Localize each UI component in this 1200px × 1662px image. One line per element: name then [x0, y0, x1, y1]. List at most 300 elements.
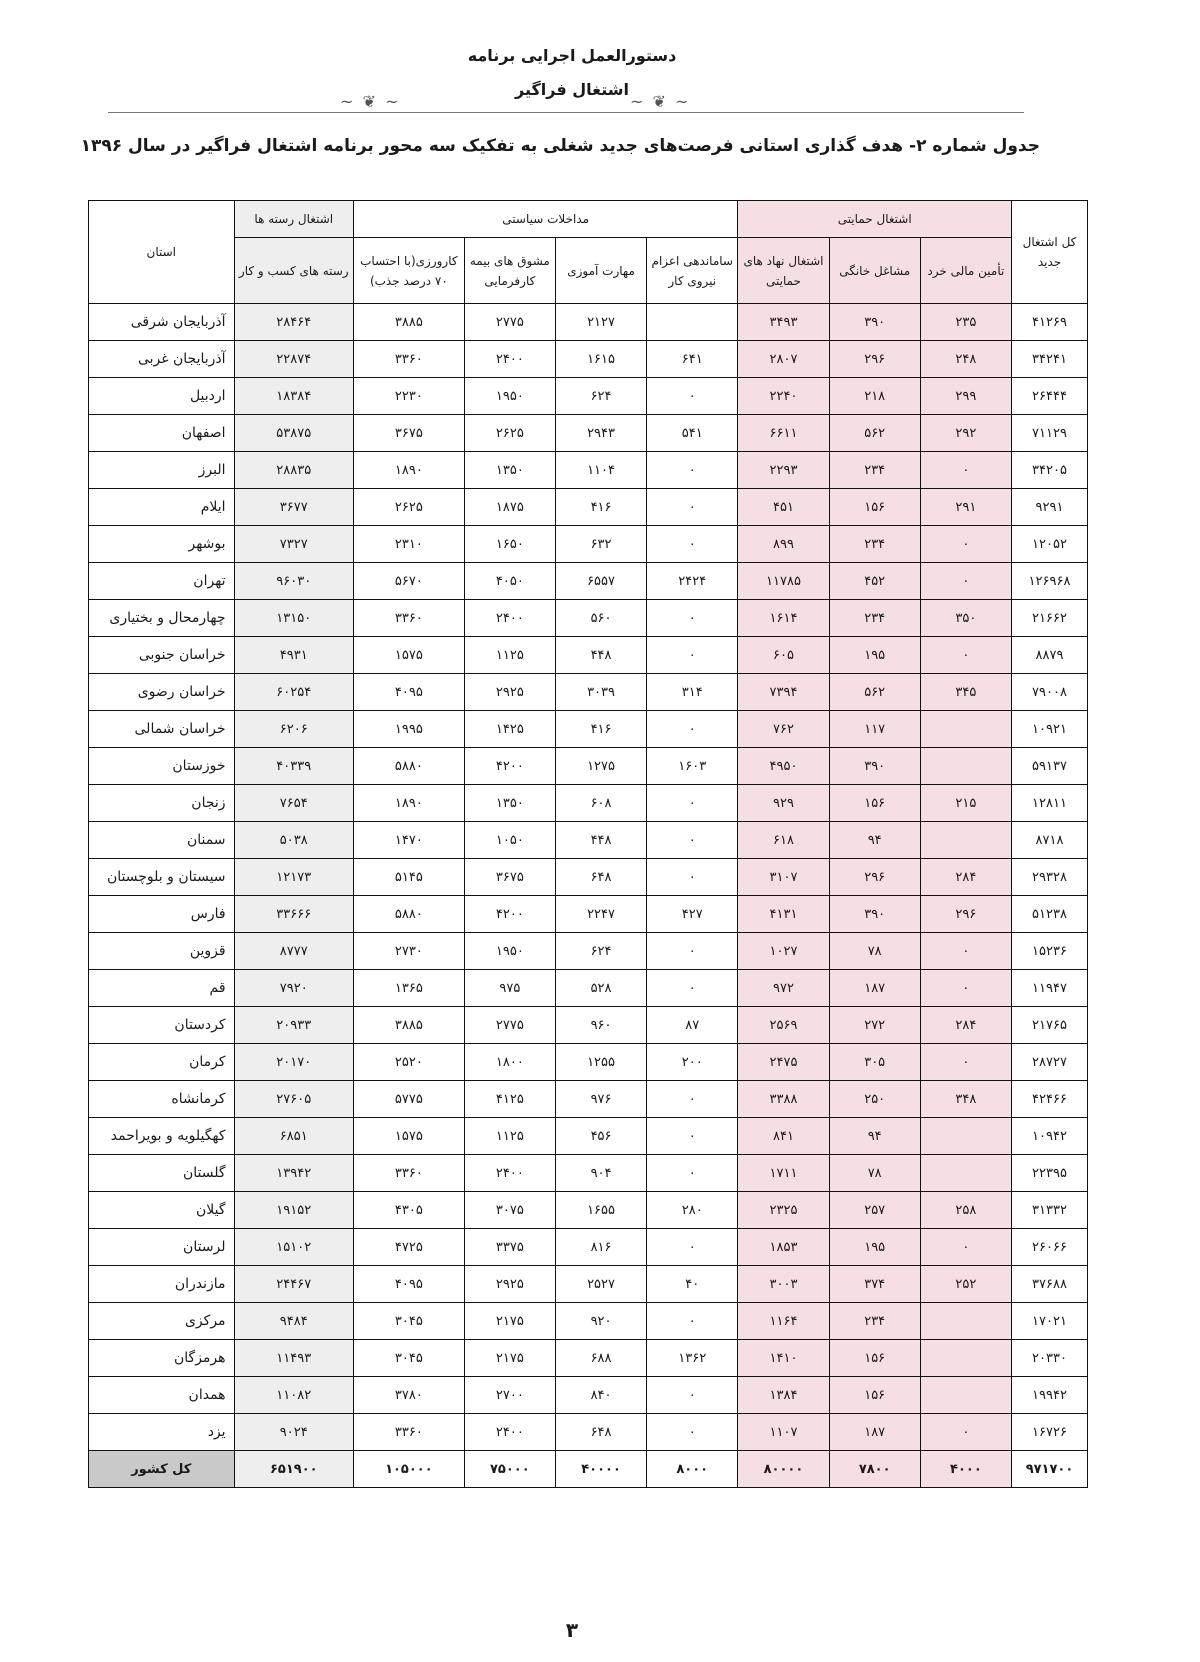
cell-sector: ۱۳۹۴۲ [234, 1155, 353, 1192]
cell-insurance: ۴۱۲۵ [464, 1081, 555, 1118]
cell-creative: ۲۳۴ [829, 452, 920, 489]
cell-skill: ۲۵۲۷ [555, 1266, 646, 1303]
cell-apprentice: ۳۳۶۰ [353, 341, 464, 378]
cell-support: ۱۱۶۴ [738, 1303, 829, 1340]
cell-insurance: ۲۴۰۰ [464, 1414, 555, 1451]
cell-dispatch: ۰ [647, 859, 738, 896]
cell-province: خراسان رضوی [89, 674, 235, 711]
cell-total: ۱۱۹۴۷ [1012, 970, 1088, 1007]
cell-micro: ۲۸۴ [920, 1007, 1011, 1044]
cell-sector: ۷۹۲۰ [234, 970, 353, 1007]
cell-support: ۱۱۰۷ [738, 1414, 829, 1451]
cell-insurance: ۲۷۷۵ [464, 304, 555, 341]
cell-province: مرکزی [89, 1303, 235, 1340]
cell-apprentice: ۲۲۳۰ [353, 378, 464, 415]
cell-sector: ۱۵۱۰۲ [234, 1229, 353, 1266]
cell-creative: ۲۱۸ [829, 378, 920, 415]
cell-sector: ۱۳۱۵۰ [234, 600, 353, 637]
cell-province: خراسان جنوبی [89, 637, 235, 674]
table-row [89, 1118, 1088, 1155]
cell-insurance: ۳۰۷۵ [464, 1192, 555, 1229]
header-group-row [89, 201, 1088, 238]
cell-creative: ۱۵۶ [829, 785, 920, 822]
table-row [89, 822, 1088, 859]
cell-skill: ۶۴۸ [555, 859, 646, 896]
cell-creative: ۹۴ [829, 1118, 920, 1155]
cell-micro: ۳۵۰ [920, 600, 1011, 637]
cell-apprentice: ۴۷۲۵ [353, 1229, 464, 1266]
cell-total: ۵۱۲۳۸ [1012, 896, 1088, 933]
total-cell-sector: ۶۵۱۹۰۰ [234, 1451, 353, 1488]
cell-creative: ۲۵۷ [829, 1192, 920, 1229]
cell-province: زنجان [89, 785, 235, 822]
cell-insurance: ۱۹۵۰ [464, 378, 555, 415]
table-row [89, 748, 1088, 785]
cell-skill: ۱۲۵۵ [555, 1044, 646, 1081]
cell-dispatch: ۰ [647, 452, 738, 489]
cell-dispatch: ۱۶۰۳ [647, 748, 738, 785]
table-row [89, 896, 1088, 933]
cell-micro: ۰ [920, 1414, 1011, 1451]
table-row [89, 637, 1088, 674]
cell-skill: ۲۲۴۷ [555, 896, 646, 933]
cell-creative: ۵۶۲ [829, 415, 920, 452]
total-cell-support: ۸۰۰۰۰ [738, 1451, 829, 1488]
cell-province: فارس [89, 896, 235, 933]
cell-sector: ۷۳۲۷ [234, 526, 353, 563]
cell-dispatch: ۲۰۰ [647, 1044, 738, 1081]
cell-total: ۳۷۶۸۸ [1012, 1266, 1088, 1303]
cell-support: ۲۴۷۵ [738, 1044, 829, 1081]
cell-support: ۳۰۰۳ [738, 1266, 829, 1303]
cell-sector: ۳۶۷۷ [234, 489, 353, 526]
cell-insurance: ۲۹۲۵ [464, 674, 555, 711]
cell-total: ۳۴۲۴۱ [1012, 341, 1088, 378]
cell-sector: ۲۰۹۳۳ [234, 1007, 353, 1044]
cell-total: ۱۰۹۲۱ [1012, 711, 1088, 748]
cell-skill: ۳۰۳۹ [555, 674, 646, 711]
cell-insurance: ۴۲۰۰ [464, 748, 555, 785]
header-apprentice: کارورزی(با احتساب ۷۰ درصد جذب) [353, 238, 464, 304]
cell-sector: ۹۰۲۴ [234, 1414, 353, 1451]
header-divider [108, 112, 1024, 113]
cell-dispatch: ۴۲۷ [647, 896, 738, 933]
cell-total: ۱۷۰۲۱ [1012, 1303, 1088, 1340]
table-row [89, 304, 1088, 341]
cell-sector: ۱۸۳۸۴ [234, 378, 353, 415]
cell-insurance: ۱۹۵۰ [464, 933, 555, 970]
table-row [89, 1044, 1088, 1081]
cell-creative: ۲۳۴ [829, 526, 920, 563]
cell-insurance: ۲۷۷۵ [464, 1007, 555, 1044]
cell-creative: ۴۵۲ [829, 563, 920, 600]
cell-skill: ۹۰۴ [555, 1155, 646, 1192]
cell-micro: ۲۹۶ [920, 896, 1011, 933]
cell-dispatch: ۰ [647, 1377, 738, 1414]
cell-micro [920, 1340, 1011, 1377]
cell-micro: ۳۴۸ [920, 1081, 1011, 1118]
cell-skill: ۴۴۸ [555, 637, 646, 674]
cell-insurance: ۱۶۵۰ [464, 526, 555, 563]
cell-skill: ۶۰۸ [555, 785, 646, 822]
cell-skill: ۶۵۵۷ [555, 563, 646, 600]
cell-total: ۸۷۱۸ [1012, 822, 1088, 859]
cell-dispatch: ۸۷ [647, 1007, 738, 1044]
cell-creative: ۱۵۶ [829, 1340, 920, 1377]
cell-province: یزد [89, 1414, 235, 1451]
cell-support: ۱۳۸۴ [738, 1377, 829, 1414]
total-cell-insurance: ۷۵۰۰۰ [464, 1451, 555, 1488]
cell-apprentice: ۱۴۷۰ [353, 822, 464, 859]
cell-skill: ۶۸۸ [555, 1340, 646, 1377]
cell-total: ۷۱۱۲۹ [1012, 415, 1088, 452]
cell-total: ۲۰۳۳۰ [1012, 1340, 1088, 1377]
cell-skill: ۶۲۴ [555, 378, 646, 415]
cell-apprentice: ۵۷۷۵ [353, 1081, 464, 1118]
cell-micro [920, 711, 1011, 748]
cell-dispatch: ۰ [647, 526, 738, 563]
cell-province: آذربایجان شرقی [89, 304, 235, 341]
cell-total: ۲۶۴۴۴ [1012, 378, 1088, 415]
cell-creative: ۵۶۲ [829, 674, 920, 711]
cell-sector: ۲۸۴۶۴ [234, 304, 353, 341]
table-row [89, 1414, 1088, 1451]
cell-insurance: ۱۱۲۵ [464, 1118, 555, 1155]
table-row [89, 859, 1088, 896]
cell-total: ۲۱۷۶۵ [1012, 1007, 1088, 1044]
cell-dispatch: ۰ [647, 637, 738, 674]
cell-total: ۲۸۷۲۷ [1012, 1044, 1088, 1081]
cell-support: ۱۷۱۱ [738, 1155, 829, 1192]
cell-dispatch: ۱۳۶۲ [647, 1340, 738, 1377]
cell-province: تهران [89, 563, 235, 600]
cell-apprentice: ۲۷۳۰ [353, 933, 464, 970]
cell-dispatch: ۰ [647, 1155, 738, 1192]
table-row [89, 526, 1088, 563]
cell-creative: ۳۹۰ [829, 304, 920, 341]
cell-dispatch: ۰ [647, 1414, 738, 1451]
total-cell-dispatch: ۸۰۰۰ [647, 1451, 738, 1488]
table-row [89, 674, 1088, 711]
cell-creative: ۲۳۴ [829, 600, 920, 637]
table-row [89, 1303, 1088, 1340]
cell-sector: ۶۲۰۶ [234, 711, 353, 748]
cell-total: ۲۱۶۶۲ [1012, 600, 1088, 637]
cell-province: همدان [89, 1377, 235, 1414]
cell-total: ۱۵۲۳۶ [1012, 933, 1088, 970]
cell-micro: ۰ [920, 563, 1011, 600]
cell-apprentice: ۵۶۷۰ [353, 563, 464, 600]
header-employer-insurance: مشوق های بیمه کارفرمایی [464, 238, 555, 304]
table-body [89, 304, 1088, 1488]
cell-insurance: ۲۱۷۵ [464, 1303, 555, 1340]
cell-dispatch: ۰ [647, 970, 738, 1007]
cell-dispatch: ۰ [647, 822, 738, 859]
cell-skill: ۱۱۰۴ [555, 452, 646, 489]
cell-support: ۲۲۹۳ [738, 452, 829, 489]
cell-sector: ۱۲۱۷۳ [234, 859, 353, 896]
cell-creative: ۲۷۲ [829, 1007, 920, 1044]
header-creative-jobs: مشاغل خانگی [829, 238, 920, 304]
cell-support: ۸۴۱ [738, 1118, 829, 1155]
header-group-support: اشتغال حمایتی [738, 201, 1012, 238]
cell-micro: ۰ [920, 970, 1011, 1007]
table-row [89, 600, 1088, 637]
cell-dispatch: ۳۱۴ [647, 674, 738, 711]
cell-micro [920, 748, 1011, 785]
cell-sector: ۲۲۸۷۴ [234, 341, 353, 378]
cell-apprentice: ۳۳۶۰ [353, 600, 464, 637]
cell-insurance: ۳۶۷۵ [464, 859, 555, 896]
cell-micro: ۰ [920, 526, 1011, 563]
cell-total: ۱۰۹۴۲ [1012, 1118, 1088, 1155]
table-row [89, 785, 1088, 822]
cell-apprentice: ۵۱۴۵ [353, 859, 464, 896]
cell-insurance: ۹۷۵ [464, 970, 555, 1007]
total-cell-total: ۹۷۱۷۰۰ [1012, 1451, 1088, 1488]
table-caption: جدول شماره ۲- هدف گذاری استانی فرصت‌های جدید شغلی به تفکیک سه محور برنامه اشتغال فراگیر در سال ۱۳۹۶ [80, 136, 1040, 156]
cell-apprentice: ۳۸۸۵ [353, 1007, 464, 1044]
cell-insurance: ۱۰۵۰ [464, 822, 555, 859]
table-row [89, 1155, 1088, 1192]
cell-creative: ۱۵۶ [829, 489, 920, 526]
table-row [89, 452, 1088, 489]
page-header [0, 0, 1200, 180]
cell-creative: ۲۳۴ [829, 1303, 920, 1340]
cell-province: سمنان [89, 822, 235, 859]
cell-support: ۱۰۲۷ [738, 933, 829, 970]
cell-sector: ۸۷۷۷ [234, 933, 353, 970]
cell-micro [920, 1118, 1011, 1155]
cell-dispatch: ۰ [647, 378, 738, 415]
cell-sector: ۱۱۴۹۳ [234, 1340, 353, 1377]
cell-total: ۱۶۷۲۶ [1012, 1414, 1088, 1451]
cell-creative: ۹۴ [829, 822, 920, 859]
cell-apprentice: ۳۰۴۵ [353, 1303, 464, 1340]
cell-skill: ۸۴۰ [555, 1377, 646, 1414]
cell-apprentice: ۴۰۹۵ [353, 1266, 464, 1303]
cell-skill: ۱۶۵۵ [555, 1192, 646, 1229]
cell-sector: ۲۰۱۷۰ [234, 1044, 353, 1081]
cell-apprentice: ۳۳۶۰ [353, 1414, 464, 1451]
cell-total: ۹۲۹۱ [1012, 489, 1088, 526]
cell-total: ۱۲۰۵۲ [1012, 526, 1088, 563]
cell-skill: ۲۹۴۳ [555, 415, 646, 452]
cell-micro: ۰ [920, 933, 1011, 970]
cell-apprentice: ۱۵۷۵ [353, 637, 464, 674]
table-row [89, 1007, 1088, 1044]
cell-support: ۲۵۶۹ [738, 1007, 829, 1044]
cell-total: ۸۸۷۹ [1012, 637, 1088, 674]
table-row [89, 970, 1088, 1007]
cell-insurance: ۲۹۲۵ [464, 1266, 555, 1303]
cell-micro [920, 1377, 1011, 1414]
cell-insurance: ۲۴۰۰ [464, 1155, 555, 1192]
cell-skill: ۲۱۲۷ [555, 304, 646, 341]
cell-dispatch: ۰ [647, 785, 738, 822]
cell-micro: ۳۴۵ [920, 674, 1011, 711]
cell-creative: ۱۸۷ [829, 1414, 920, 1451]
cell-dispatch: ۰ [647, 1303, 738, 1340]
cell-apprentice: ۱۸۹۰ [353, 785, 464, 822]
cell-insurance: ۱۸۷۵ [464, 489, 555, 526]
cell-creative: ۱۹۵ [829, 1229, 920, 1266]
table-row [89, 933, 1088, 970]
cell-apprentice: ۳۳۶۰ [353, 1155, 464, 1192]
cell-sector: ۱۹۱۵۲ [234, 1192, 353, 1229]
cell-sector: ۵۳۸۷۵ [234, 415, 353, 452]
cell-micro: ۲۹۲ [920, 415, 1011, 452]
cell-support: ۷۶۲ [738, 711, 829, 748]
cell-support: ۱۶۱۴ [738, 600, 829, 637]
cell-micro: ۰ [920, 1044, 1011, 1081]
cell-dispatch: ۲۴۲۴ [647, 563, 738, 600]
cell-creative: ۱۹۵ [829, 637, 920, 674]
cell-apprentice: ۲۵۲۰ [353, 1044, 464, 1081]
table-row [89, 563, 1088, 600]
cell-province: سیستان و بلوچستان [89, 859, 235, 896]
cell-insurance: ۲۷۰۰ [464, 1377, 555, 1414]
cell-apprentice: ۱۳۶۵ [353, 970, 464, 1007]
cell-sector: ۲۸۸۳۵ [234, 452, 353, 489]
cell-total: ۷۹۰۰۸ [1012, 674, 1088, 711]
table-row [89, 1192, 1088, 1229]
cell-dispatch: ۰ [647, 711, 738, 748]
cell-insurance: ۴۲۰۰ [464, 896, 555, 933]
cell-total: ۱۹۹۴۲ [1012, 1377, 1088, 1414]
cell-sector: ۲۷۶۰۵ [234, 1081, 353, 1118]
cell-province: قم [89, 970, 235, 1007]
cell-apprentice: ۳۸۸۵ [353, 304, 464, 341]
cell-support: ۶۶۱۱ [738, 415, 829, 452]
cell-creative: ۳۹۰ [829, 748, 920, 785]
total-cell-apprentice: ۱۰۵۰۰۰ [353, 1451, 464, 1488]
cell-sector: ۶۸۵۱ [234, 1118, 353, 1155]
cell-dispatch: ۵۴۱ [647, 415, 738, 452]
header-labor-dispatch: ساماندهی اعزام نیروی کار [647, 238, 738, 304]
cell-total: ۴۲۴۶۶ [1012, 1081, 1088, 1118]
cell-skill: ۴۱۶ [555, 711, 646, 748]
document-subtitle: اشتغال فراگیر [515, 80, 629, 99]
cell-apprentice: ۵۸۸۰ [353, 748, 464, 785]
cell-apprentice: ۳۷۸۰ [353, 1377, 464, 1414]
cell-sector: ۱۱۰۸۲ [234, 1377, 353, 1414]
cell-support: ۳۳۸۸ [738, 1081, 829, 1118]
cell-support: ۹۷۲ [738, 970, 829, 1007]
header-sub-row [89, 238, 1088, 304]
cell-creative: ۱۵۶ [829, 1377, 920, 1414]
cell-sector: ۹۶۰۳۰ [234, 563, 353, 600]
cell-micro: ۲۱۵ [920, 785, 1011, 822]
cell-micro: ۲۴۸ [920, 341, 1011, 378]
header-province: استان [89, 201, 235, 304]
table-row [89, 378, 1088, 415]
cell-support: ۶۰۵ [738, 637, 829, 674]
cell-micro [920, 1155, 1011, 1192]
cell-apprentice: ۲۶۲۵ [353, 489, 464, 526]
cell-province: کرمانشاه [89, 1081, 235, 1118]
cell-micro: ۰ [920, 452, 1011, 489]
cell-province: لرستان [89, 1229, 235, 1266]
cell-province: کردستان [89, 1007, 235, 1044]
ornament-left-icon: ~ ❦ ~ [340, 92, 401, 111]
cell-province: اصفهان [89, 415, 235, 452]
cell-insurance: ۳۳۷۵ [464, 1229, 555, 1266]
header-group-policy: مداخلات سیاستی [353, 201, 737, 238]
header-micro-finance: تأمین مالی خرد [920, 238, 1011, 304]
table-row [89, 489, 1088, 526]
cell-support: ۳۴۹۳ [738, 304, 829, 341]
cell-skill: ۶۲۴ [555, 933, 646, 970]
cell-total: ۲۶۰۶۶ [1012, 1229, 1088, 1266]
cell-dispatch: ۶۴۱ [647, 341, 738, 378]
cell-province: کرمان [89, 1044, 235, 1081]
cell-dispatch: ۰ [647, 1081, 738, 1118]
cell-creative: ۱۱۷ [829, 711, 920, 748]
cell-skill: ۴۵۶ [555, 1118, 646, 1155]
cell-insurance: ۲۴۰۰ [464, 341, 555, 378]
total-cell-micro: ۴۰۰۰ [920, 1451, 1011, 1488]
cell-skill: ۹۷۶ [555, 1081, 646, 1118]
cell-total: ۲۹۳۲۸ [1012, 859, 1088, 896]
cell-creative: ۷۸ [829, 1155, 920, 1192]
employment-table [88, 200, 1088, 1488]
cell-insurance: ۱۸۰۰ [464, 1044, 555, 1081]
cell-dispatch: ۰ [647, 1118, 738, 1155]
cell-province: خراسان شمالی [89, 711, 235, 748]
header-group-sector: اشتغال رسته ها [234, 201, 353, 238]
cell-sector: ۹۴۸۴ [234, 1303, 353, 1340]
cell-apprentice: ۱۸۹۰ [353, 452, 464, 489]
cell-insurance: ۲۶۲۵ [464, 415, 555, 452]
cell-province: گلستان [89, 1155, 235, 1192]
table-row [89, 1229, 1088, 1266]
total-cell-province: کل کشور [89, 1451, 235, 1488]
cell-skill: ۴۱۶ [555, 489, 646, 526]
cell-micro: ۲۵۲ [920, 1266, 1011, 1303]
cell-province: قزوین [89, 933, 235, 970]
header-support-institutions: اشتغال نهاد های حمایتی [738, 238, 829, 304]
cell-dispatch: ۰ [647, 600, 738, 637]
cell-skill: ۹۲۰ [555, 1303, 646, 1340]
cell-apprentice: ۳۶۷۵ [353, 415, 464, 452]
cell-province: آذربایجان غربی [89, 341, 235, 378]
document-title: دستورالعمل اجرایی برنامه [467, 46, 677, 65]
cell-apprentice: ۴۰۹۵ [353, 674, 464, 711]
cell-apprentice: ۴۳۰۵ [353, 1192, 464, 1229]
cell-micro: ۲۸۴ [920, 859, 1011, 896]
total-cell-creative: ۷۸۰۰ [829, 1451, 920, 1488]
cell-creative: ۷۸ [829, 933, 920, 970]
cell-creative: ۲۵۰ [829, 1081, 920, 1118]
total-cell-skill: ۴۰۰۰۰ [555, 1451, 646, 1488]
cell-province: گیلان [89, 1192, 235, 1229]
cell-micro: ۲۹۱ [920, 489, 1011, 526]
cell-sector: ۷۶۵۴ [234, 785, 353, 822]
table-row [89, 1377, 1088, 1414]
cell-skill: ۶۴۸ [555, 1414, 646, 1451]
cell-creative: ۲۹۶ [829, 859, 920, 896]
cell-dispatch: ۰ [647, 933, 738, 970]
cell-apprentice: ۲۳۱۰ [353, 526, 464, 563]
cell-support: ۴۹۵۰ [738, 748, 829, 785]
cell-total: ۵۹۱۳۷ [1012, 748, 1088, 785]
header-skill-training: مهارت آموزی [555, 238, 646, 304]
cell-apprentice: ۵۸۸۰ [353, 896, 464, 933]
cell-sector: ۳۳۶۶۶ [234, 896, 353, 933]
cell-creative: ۳۷۴ [829, 1266, 920, 1303]
cell-support: ۲۸۰۷ [738, 341, 829, 378]
